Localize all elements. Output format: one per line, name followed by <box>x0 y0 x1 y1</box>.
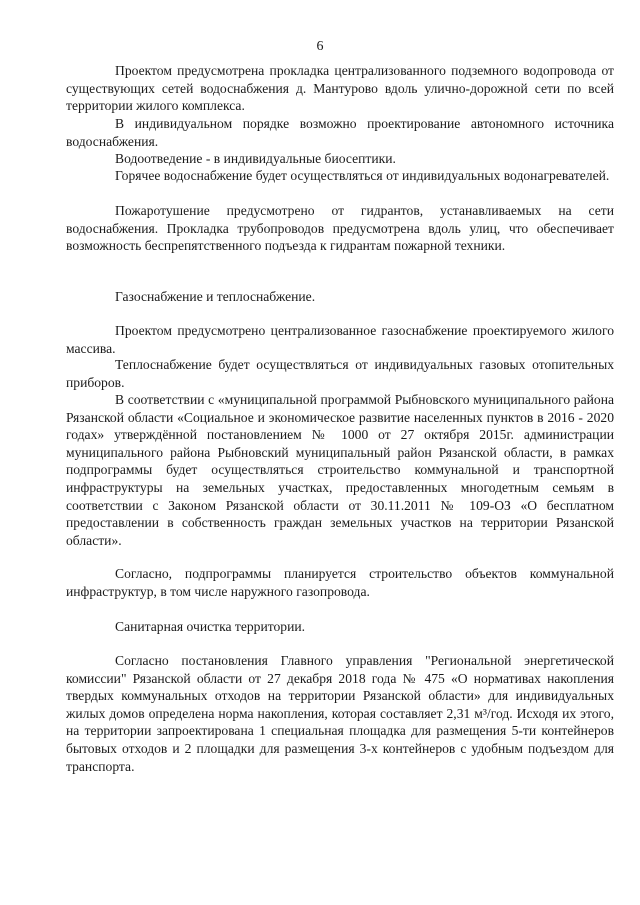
paragraph-water-supply: Проектом предусмотрена прокладка централизованного подземного водопровода от существующих сетей водоснабжения д. Мантурово вдоль улично-дорожной сети по всей территории жилого комплекса. <box>66 63 614 114</box>
page-number: 6 <box>316 39 324 54</box>
paragraph-heat-supply: Теплоснабжение будет осуществляться от индивидуальных газовых отопительных приборов. <box>66 357 614 390</box>
paragraph-drainage: Водоотведение - в индивидуальные биосептики. <box>115 151 396 166</box>
heading-sanitary: Санитарная очистка территории. <box>115 619 306 634</box>
paragraph-hot-water: Горячее водоснабжение будет осуществляться от индивидуальных водонагревателей. <box>115 168 610 183</box>
paragraph-subprogram: Согласно, подпрограммы планируется строительство объектов коммунальной инфраструктур, в том числе наружного газопровода. <box>66 566 614 599</box>
paragraph-autonomous-source: В индивидуальном порядке возможно проектирование автономного источника водоснабжения. <box>66 116 614 149</box>
paragraph-municipal-program: В соответствии с «муниципальной программой Рыбновского муниципального района Рязанской области «Социальное и экономическое развитие населенных пунктов в 2016 - 2020 годах» утверждённой постановлением № 1000 от 27 октября 2015г. администрации муниципального района Рыбновский муниципальный район Рязанской области, в рамках подпрограммы будет осуществляться строительство коммунальной и транспортной инфраструктуры на земельных участках, предоставленных многодетным семьям в соответствии с Законом Рязанской области от 30.11.2011 № 109-ОЗ «О бесплатном предоставлении в собственность граждан земельных участков на территории Рязанской области». <box>66 392 614 548</box>
paragraph-fire-fighting: Пожаротушение предусмотрено от гидрантов, устанавливаемых на сети водоснабжения. Прокладка трубопроводов предусмотрена вдоль улиц, что обеспечивает возможность беспрепятственного подъезда к гидрантам пожарной техники. <box>66 203 614 254</box>
paragraph-gas-supply: Проектом предусмотрено централизованное газоснабжение проектируемого жилого массива. <box>66 323 614 356</box>
paragraph-sanitary-waste: Согласно постановления Главного управления "Региональной энергетической комиссии" Рязанской области от 27 декабря 2018 года № 475 «О нормативах накопления твердых коммунальных отходов на территории Рязанской области» для индивидуальных жилых домов определена норма накопления, которая составляет 2,31 м³/год. Исходя их этого, на территории запроектирована 1 специальная площадка для размещения 5-ти контейнеров бытовых отходов и 2 площадки для размещения 3-х контейнеров с удобным подъездом для транспорта. <box>66 653 614 774</box>
heading-gas-heating: Газоснабжение и теплоснабжение. <box>115 289 316 304</box>
